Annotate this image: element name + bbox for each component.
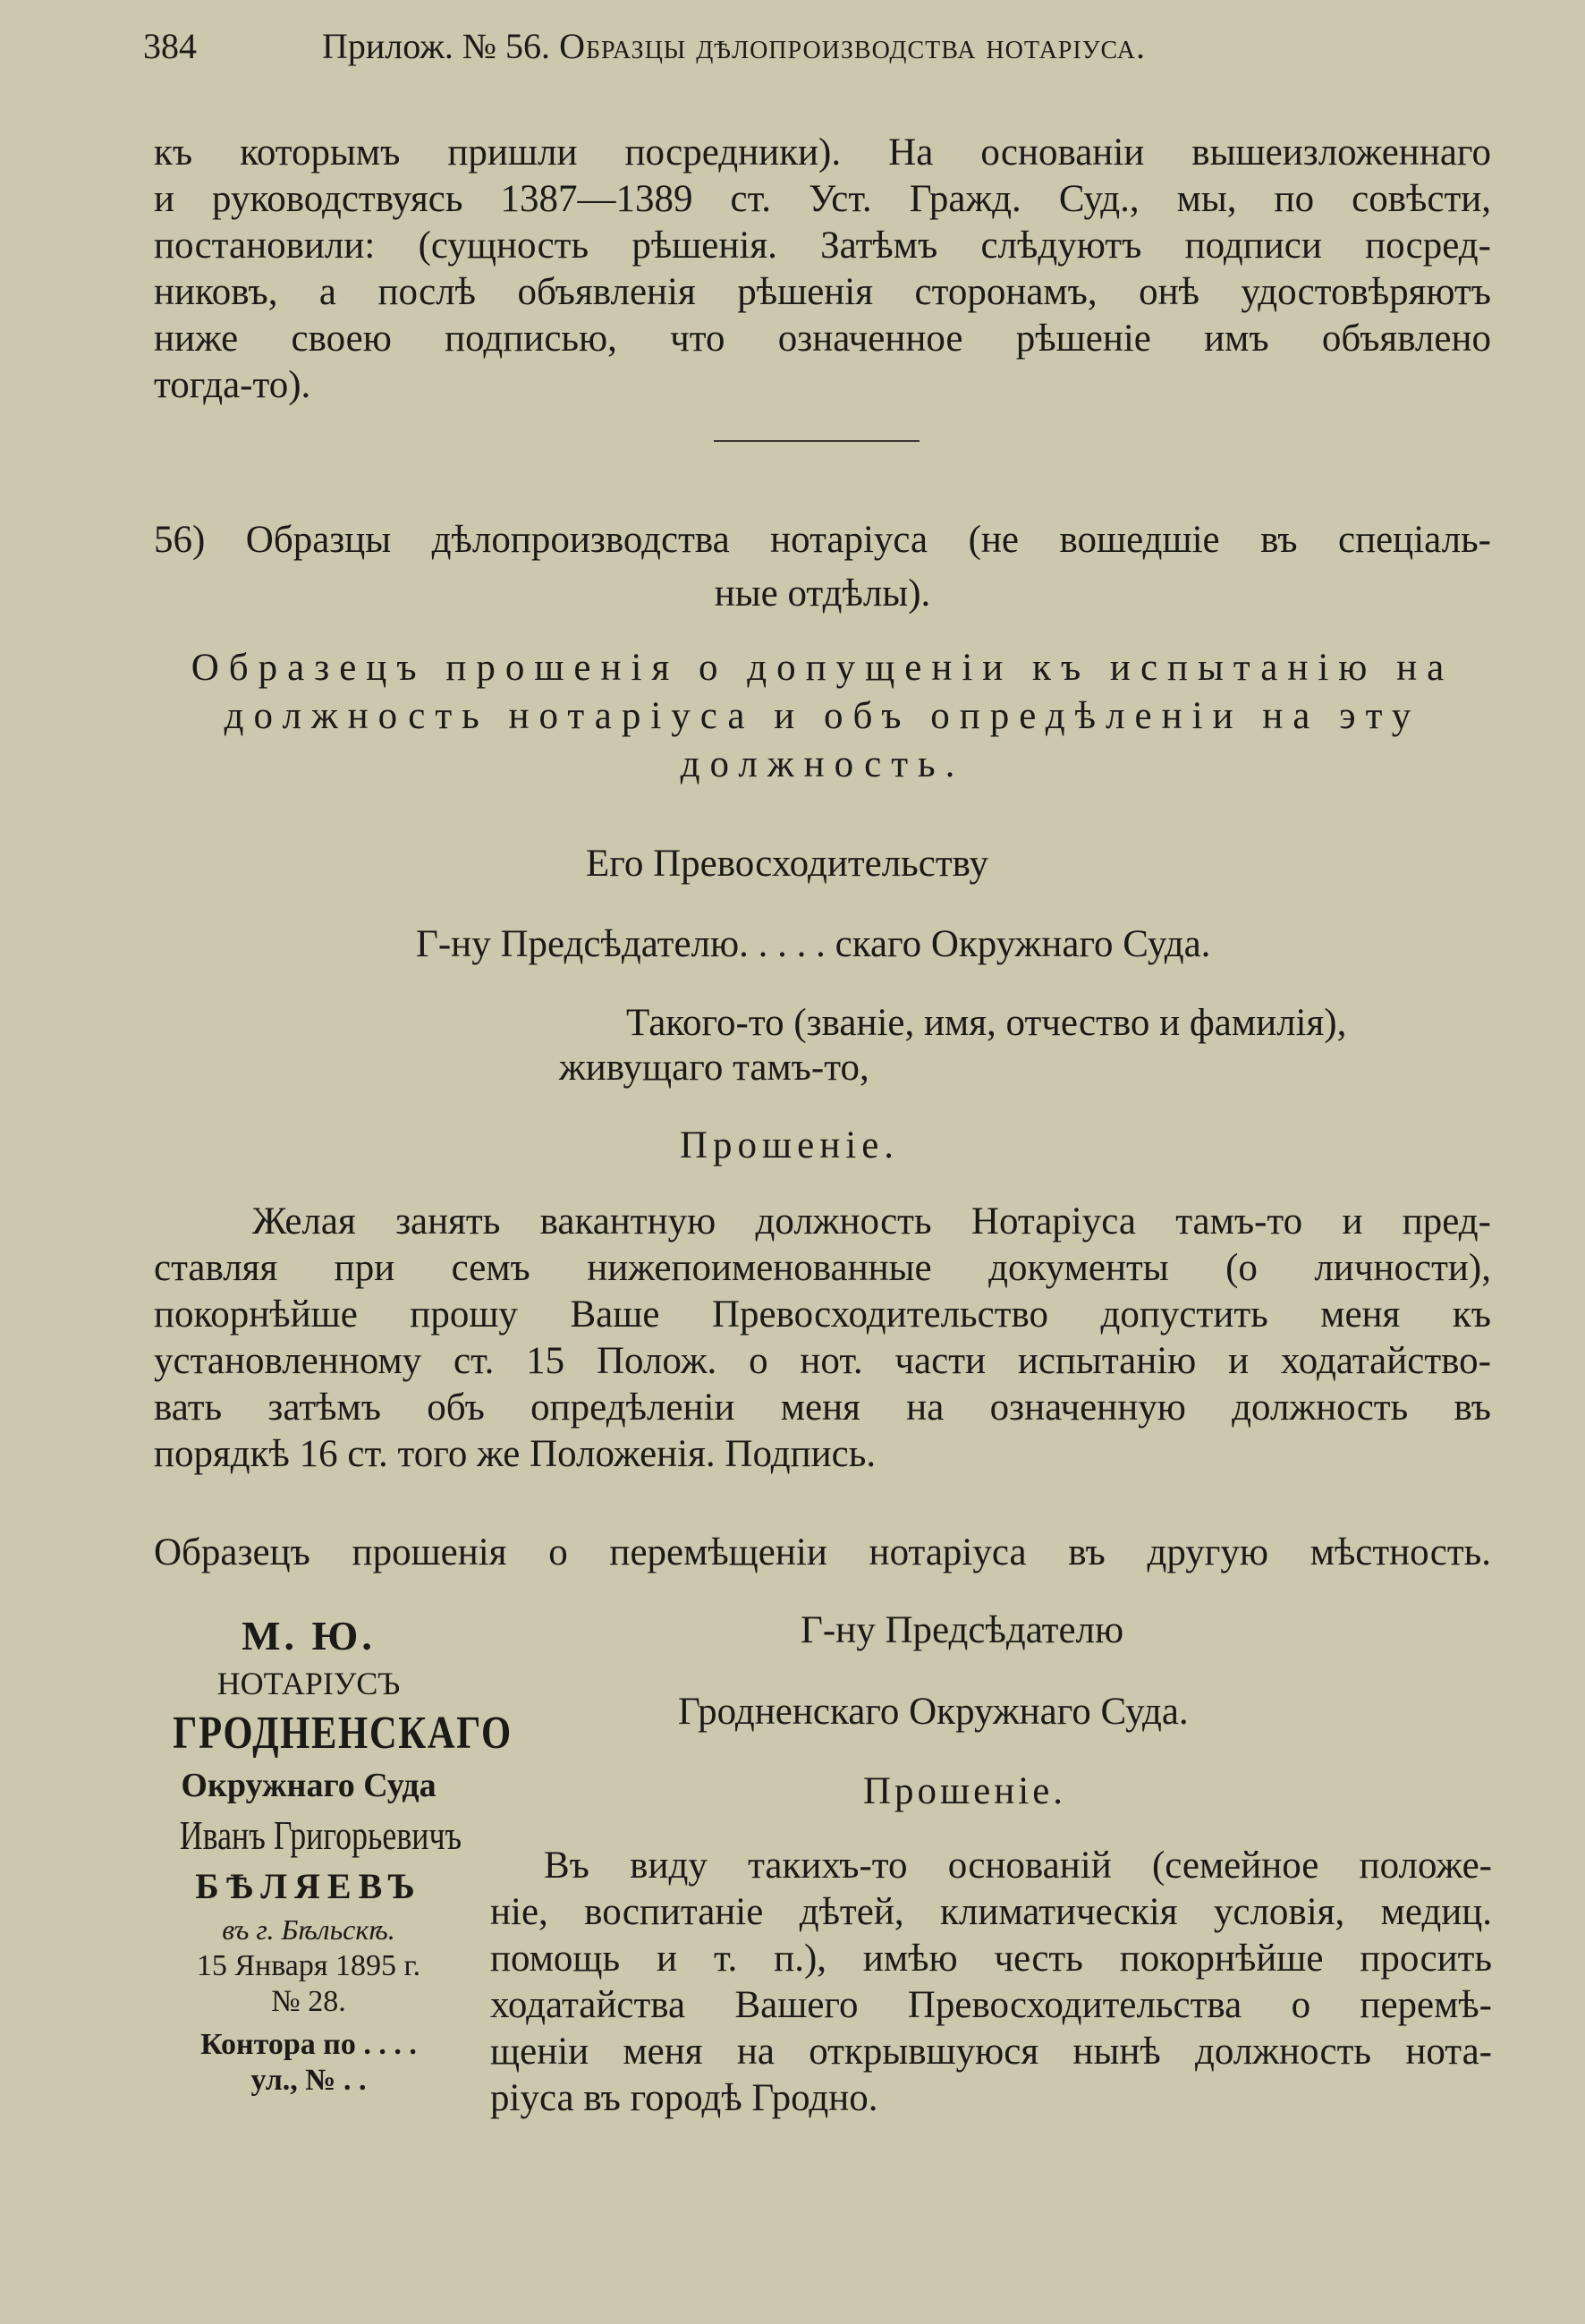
stamp-number: № 28. [271,1985,346,2018]
intro-line: постановили: (сущность рѣшенія. Затѣмъ слѣдуютъ подписи посред- [154,225,1491,267]
sample1-sender-1: Такого-то (званіе, имя, отчество и фамилія), [626,1002,1347,1044]
section-heading-line: ные отдѣлы). [714,573,931,615]
sample2-title [154,1530,1491,1576]
petition-line: вать затѣмъ объ опредѣленіи меня на означенную должность въ [154,1387,1491,1429]
stamp-court-city: ГРОДНЕНСКАГО [173,1708,513,1759]
petition-line: установленному ст. 15 Полож. о нот. части испытанію и ходатайство- [154,1340,1491,1382]
intro-line: тогда-то). [154,364,311,406]
petition-line: помощь и т. п.), имѣю честь покорнѣйше просить [490,1938,1492,1980]
sample1-title [154,644,1491,789]
running-header [143,25,1146,67]
intro-line: никовъ, а послѣ объявленія рѣшенія сторонамъ, онѣ удостовѣряютъ [154,271,1491,313]
section-heading-line: 56) Образцы дѣлопроизводства нотаріуса (не вошедшіе въ спеціаль- [154,519,1491,561]
sample1-title-line: должность нотаріуса и объ опредѣленіи на эту [224,695,1421,737]
petition-line: ставляя при семъ нижепоименованные документы (о личности), [154,1247,1491,1289]
stamp-date: 15 Января 1895 г. [196,1949,421,1982]
petition-line: ріуса въ городѣ Гродно. [490,2077,878,2119]
intro-line: къ которымъ пришли посредники). На основаніи вышеизложеннаго [154,131,1491,174]
sample1-sender-2: живущаго тамъ-то, [559,1047,869,1089]
petition-line: ходатайства Вашего Превосходительства о перемѣ- [490,1984,1492,2026]
notary-stamp [143,1610,513,2099]
petition-line: ніе, воспитаніе дѣтей, климатическія условія, медиц. [490,1891,1492,1933]
stamp-initials: М. Ю. [242,1613,376,1658]
intro-paragraph [154,130,1491,409]
petition-line: Въ виду такихъ-то основаній (семейное положе- [544,1845,1492,1887]
intro-line: и руководствуясь 1387—1389 ст. Уст. Гражд. Суд., мы, по совѣсти, [154,178,1491,220]
sample2-address-1: Г-ну Предсѣдателю [801,1609,1124,1651]
stamp-location: въ г. Бѣльскѣ. [222,1913,395,1946]
sample1-petition-heading: Прошеніе. [680,1124,900,1166]
petition-line: щеніи меня на открывшуюся нынѣ должность нота- [490,2031,1492,2073]
petition-line: Желая занять вакантную должность Нотаріуса тамъ-то и пред- [252,1200,1491,1243]
header-title: Образцы дѣлопроизводства нотаріуса. [559,26,1147,66]
sample1-title-line: должность. [680,743,965,785]
petition-line: покорнѣйше прошу Ваше Превосходительство допустить меня къ [154,1293,1491,1336]
header-title-prefix: Прилож. № 56. [322,26,551,66]
sample1-petition-text [154,1199,1491,1478]
intro-line: ниже своею подписью, что означенное рѣшеніе имъ объявлено [154,318,1491,360]
sample2-petition-text [490,1843,1492,2122]
sample2-title-line: Образецъ прошенія о перемѣщеніи нотаріуса въ другую мѣстность. [154,1531,1491,1573]
section-divider [714,440,920,442]
stamp-given-name: Иванъ Григорьевичъ [179,1812,462,1858]
stamp-office: Контора по . . . . [200,2028,417,2061]
stamp-title: НОТАРІУСЪ [216,1666,401,1701]
sample2-address-2: Гродненскаго Окружнаго Суда. [678,1691,1189,1733]
sample1-title-line: Образецъ прошенія о допущеніи къ испытанію на [191,647,1454,689]
sample1-address-1: Его Превосходительству [586,843,988,885]
sample2-petition-heading: Прошеніе. [863,1770,1067,1812]
petition-line: порядкѣ 16 ст. того же Положенія. Подпись. [154,1433,877,1475]
stamp-street: ул., № . . [250,2064,367,2097]
section-heading [154,517,1491,617]
sample1-address-2: Г-ну Предсѣдателю. . . . . скаго Окружнаго Суда. [416,923,1211,965]
stamp-court: Окружнаго Суда [181,1767,437,1804]
stamp-surname: БѢЛЯЕВЪ [195,1866,422,1906]
page-number: 384 [143,26,197,66]
